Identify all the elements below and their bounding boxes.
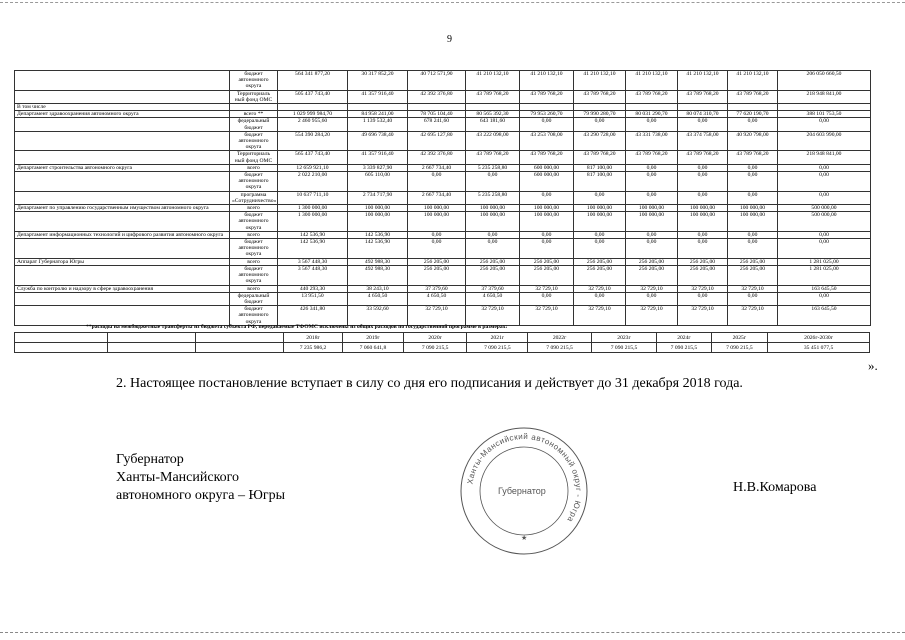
row-value: 32 729,10 <box>626 306 678 326</box>
row-value: 79 990 280,70 <box>574 111 626 118</box>
stamp-star-icon: ★ <box>521 535 528 542</box>
row-value: 41 210 132,10 <box>466 71 520 91</box>
row-source: Территориаль ный фонд ОМС <box>230 151 278 164</box>
row-value: 1 029 999 984,70 <box>278 111 348 118</box>
row-name: В том числе <box>15 104 230 111</box>
table-row <box>15 258 871 265</box>
tfoms-value: 7 235 986,2 <box>284 343 343 353</box>
table-row <box>15 71 871 91</box>
row-value: 0,00 <box>728 191 778 204</box>
row-name <box>15 265 230 285</box>
row-value: 1 300 000,00 <box>278 205 348 212</box>
row-value: 0,00 <box>728 172 778 192</box>
row-value: 256 205,00 <box>574 258 626 265</box>
budget-table <box>14 70 871 326</box>
row-value: 43 374 758,00 <box>678 131 728 151</box>
row-value: 13 951,50 <box>278 292 348 305</box>
row-value: 43 290 728,00 <box>574 131 626 151</box>
table-row <box>15 131 871 151</box>
row-name <box>15 90 230 103</box>
row-value: 0,00 <box>678 231 728 238</box>
tfoms-year: 2018г <box>284 333 343 343</box>
row-source: всего <box>230 285 278 292</box>
row-value: 1 281 025,00 <box>778 265 871 285</box>
bottom-scan-line <box>0 632 905 633</box>
row-value: 4 650,50 <box>408 292 466 305</box>
row-name <box>15 151 230 164</box>
tfoms-value: 7 090 215,5 <box>467 343 528 353</box>
row-name: Аппарат Губернатора Югры <box>15 258 230 265</box>
row-value: 43 789 768,20 <box>678 151 728 164</box>
row-value: 163 645,50 <box>778 285 871 292</box>
row-name <box>15 118 230 131</box>
row-name <box>15 172 230 192</box>
row-value: 0,00 <box>678 292 728 305</box>
row-value: 0,00 <box>678 239 728 259</box>
row-value: 43 789 768,20 <box>466 90 520 103</box>
row-value: 37 379,60 <box>408 285 466 292</box>
row-value: 0,00 <box>466 231 520 238</box>
row-value: 100 000,00 <box>728 212 778 232</box>
row-value: 0,00 <box>520 118 574 131</box>
closing-quote: ». <box>868 358 878 373</box>
row-value: 0,00 <box>626 164 678 171</box>
row-value: 43 789 768,20 <box>678 90 728 103</box>
row-value: 0,00 <box>728 164 778 171</box>
row-name <box>15 71 230 91</box>
row-source: бюджет автономного округа <box>230 71 278 91</box>
row-value <box>278 104 348 111</box>
row-value: 3 339 827,90 <box>348 164 408 171</box>
row-value: 0,00 <box>778 231 871 238</box>
footnote-text: **расходы на межбюджетные трансферты из бюджета субъекта РФ, передаваемые ТФОМС исключены из общих расходов по государственной программе в размерах: <box>86 324 508 330</box>
row-value: 2 022 210,00 <box>278 172 348 192</box>
table-row <box>15 111 871 118</box>
row-value: 100 000,00 <box>348 205 408 212</box>
row-value: 600 000,00 <box>520 164 574 171</box>
row-value: 0,00 <box>778 191 871 204</box>
row-value: 43 789 768,20 <box>520 151 574 164</box>
table-row <box>15 118 871 131</box>
row-name: Департамент строительства автономного округа <box>15 164 230 171</box>
tfoms-value: 7 090 215,5 <box>591 343 657 353</box>
row-value: 37 379,60 <box>466 285 520 292</box>
row-value: 0,00 <box>408 231 466 238</box>
row-value: 256 205,00 <box>466 258 520 265</box>
row-value: 256 205,00 <box>408 265 466 285</box>
row-value: 32 729,10 <box>626 285 678 292</box>
row-value: 43 789 768,20 <box>626 151 678 164</box>
row-value <box>520 104 574 111</box>
signatory-title <box>116 451 285 505</box>
tfoms-value: 7 090 215,5 <box>528 343 591 353</box>
page-number: 9 <box>447 34 452 45</box>
row-value: 817 100,00 <box>574 172 626 192</box>
row-value: 32 729,10 <box>678 306 728 326</box>
row-value: 100 000,00 <box>520 205 574 212</box>
stamp-center-text: Губернатор <box>498 486 546 496</box>
row-value <box>728 104 778 111</box>
row-value: 77 620 190,70 <box>728 111 778 118</box>
row-value <box>348 104 408 111</box>
table-row <box>15 164 871 171</box>
row-value: 100 000,00 <box>574 212 626 232</box>
row-value: 564 341 877,20 <box>278 71 348 91</box>
table-row <box>15 151 871 164</box>
row-value: 0,00 <box>520 231 574 238</box>
table-row <box>15 285 871 292</box>
row-value <box>574 104 626 111</box>
row-value: 0,00 <box>520 191 574 204</box>
row-value: 256 205,00 <box>728 258 778 265</box>
row-source: федеральный бюджет <box>230 118 278 131</box>
tfoms-year: 2022г <box>528 333 591 343</box>
row-value: 0,00 <box>778 164 871 171</box>
row-value: 142 536,90 <box>278 239 348 259</box>
row-value: 643 181,60 <box>466 118 520 131</box>
row-source: бюджет автономного округа <box>230 239 278 259</box>
row-value: 40 712 571,90 <box>408 71 466 91</box>
row-value: 32 729,10 <box>728 306 778 326</box>
row-value: 100 000,00 <box>678 212 728 232</box>
row-value: 43 789 768,20 <box>626 90 678 103</box>
row-name <box>15 212 230 232</box>
row-value: 100 000,00 <box>520 212 574 232</box>
row-value: 256 205,00 <box>574 265 626 285</box>
row-value: 43 789 768,20 <box>574 151 626 164</box>
row-value: 142 536,90 <box>348 239 408 259</box>
tfoms-year: 2023г <box>591 333 657 343</box>
row-value: 0,00 <box>678 164 728 171</box>
tfoms-year: 2020г <box>404 333 467 343</box>
row-value: 12 659 921,10 <box>278 164 348 171</box>
row-value: 0,00 <box>574 292 626 305</box>
row-value: 0,00 <box>574 231 626 238</box>
row-value: 42 392 376,80 <box>408 90 466 103</box>
row-name <box>15 191 230 204</box>
row-value: 817 100,00 <box>574 164 626 171</box>
row-value: 32 729,10 <box>520 285 574 292</box>
row-value: 678 241,60 <box>408 118 466 131</box>
tfoms-year: 2021г <box>467 333 528 343</box>
signatory-line-2: Ханты-Мансийского <box>116 470 240 485</box>
row-value: 80 031 290,70 <box>626 111 678 118</box>
row-source: всего <box>230 231 278 238</box>
row-value: 206 050 660,50 <box>778 71 871 91</box>
tfoms-value: 7 090 215,5 <box>404 343 467 353</box>
row-value: 0,00 <box>520 292 574 305</box>
row-name: Служба по контролю и надзору в сфере здравоохранения <box>15 285 230 292</box>
row-value: 600 000,00 <box>520 172 574 192</box>
row-value: 0,00 <box>728 239 778 259</box>
row-name <box>15 306 230 326</box>
row-value: 256 205,00 <box>728 265 778 285</box>
row-value: 10 637 711,10 <box>278 191 348 204</box>
row-value: 565 437 743,40 <box>278 151 348 164</box>
row-name: Департамент здравоохранения автономного округа <box>15 111 230 118</box>
row-value: 0,00 <box>678 191 728 204</box>
row-value: 0,00 <box>728 292 778 305</box>
table-row <box>15 104 871 111</box>
row-source: всего <box>230 205 278 212</box>
row-source: программа «Сотрудничество» <box>230 191 278 204</box>
row-value: 79 953 260,70 <box>520 111 574 118</box>
row-value: 42 392 376,80 <box>408 151 466 164</box>
table-row <box>15 90 871 103</box>
row-source: бюджет автономного округа <box>230 306 278 326</box>
row-value: 163 645,50 <box>778 306 871 326</box>
tfoms-value: 35 451 077,5 <box>768 343 870 353</box>
row-value <box>408 104 466 111</box>
row-value: 100 000,00 <box>574 205 626 212</box>
row-value: 41 357 916,40 <box>348 151 408 164</box>
row-value: 43 789 768,20 <box>728 90 778 103</box>
row-value: 0,00 <box>408 239 466 259</box>
tfoms-year: 2025г <box>711 333 768 343</box>
table-row <box>15 239 871 259</box>
row-value: 41 210 132,10 <box>574 71 626 91</box>
table-row <box>15 172 871 192</box>
row-value: 43 331 738,00 <box>626 131 678 151</box>
row-value: 80 565 392,30 <box>466 111 520 118</box>
row-value: 256 205,00 <box>408 258 466 265</box>
row-value: 49 696 738,40 <box>348 131 408 151</box>
row-value: 41 210 132,10 <box>678 71 728 91</box>
row-value <box>626 104 678 111</box>
row-value: 32 729,10 <box>678 285 728 292</box>
row-value: 43 789 768,20 <box>520 90 574 103</box>
row-value: 100 000,00 <box>626 212 678 232</box>
row-value: 5 235 258,80 <box>466 191 520 204</box>
row-value: 218 948 841,00 <box>778 151 871 164</box>
row-value: 204 603 990,00 <box>778 131 871 151</box>
row-value: 440 293,30 <box>278 285 348 292</box>
row-value: 2 460 955,60 <box>278 118 348 131</box>
tfoms-value: 7 060 641,8 <box>342 343 403 353</box>
row-value: 0,00 <box>626 239 678 259</box>
row-value: 100 000,00 <box>678 205 728 212</box>
row-source: бюджет автономного округа <box>230 131 278 151</box>
tfoms-year: 2026г-2030г <box>768 333 870 343</box>
row-value: 0,00 <box>778 292 871 305</box>
tfoms-year: 2024г <box>657 333 711 343</box>
row-source: всего ** <box>230 111 278 118</box>
row-name: Департамент по управлению государственным имуществом автономного округа <box>15 205 230 212</box>
row-value: 256 205,00 <box>520 258 574 265</box>
row-value: 43 789 768,20 <box>728 151 778 164</box>
row-value: 100 000,00 <box>466 212 520 232</box>
row-value: 100 000,00 <box>348 212 408 232</box>
row-value: 0,00 <box>728 118 778 131</box>
row-value: 0,00 <box>678 118 728 131</box>
row-value: 30 317 852,20 <box>348 71 408 91</box>
row-value: 0,00 <box>466 239 520 259</box>
row-value: 505 437 743,40 <box>278 90 348 103</box>
row-source <box>230 104 278 111</box>
row-value: 0,00 <box>778 239 871 259</box>
row-value: 0,00 <box>778 118 871 131</box>
table-row <box>15 205 871 212</box>
row-value: 43 789 768,20 <box>466 151 520 164</box>
top-scan-line <box>0 2 905 3</box>
row-value: 256 205,00 <box>626 265 678 285</box>
row-value: 32 729,10 <box>520 306 574 326</box>
row-value: 0,00 <box>626 118 678 131</box>
row-value <box>678 104 728 111</box>
row-source: бюджет автономного округа <box>230 265 278 285</box>
row-value: 41 210 132,10 <box>626 71 678 91</box>
row-value: 500 000,00 <box>778 212 871 232</box>
row-value: 3 567 448,30 <box>278 258 348 265</box>
row-value: 100 000,00 <box>408 205 466 212</box>
row-value: 388 101 753,50 <box>778 111 871 118</box>
row-value: 100 000,00 <box>466 205 520 212</box>
row-value: 1 139 532,40 <box>348 118 408 131</box>
row-value: 218 948 841,00 <box>778 90 871 103</box>
row-value: 2 667 734,40 <box>408 191 466 204</box>
row-value: 43 789 768,20 <box>574 90 626 103</box>
row-value: 1 281 025,00 <box>778 258 871 265</box>
table-row <box>15 292 871 305</box>
row-value: 2 667 734,40 <box>408 164 466 171</box>
table-row <box>15 306 871 326</box>
row-value: 605 110,00 <box>348 172 408 192</box>
tfoms-value-row <box>15 343 870 353</box>
row-value: 492 988,30 <box>348 258 408 265</box>
row-value: 256 205,00 <box>626 258 678 265</box>
signatory-name: Н.В.Комарова <box>733 480 817 495</box>
row-value: 33 592,60 <box>348 306 408 326</box>
row-value: 0,00 <box>626 231 678 238</box>
table-row <box>15 265 871 285</box>
tfoms-value: 7 090 215,5 <box>711 343 768 353</box>
row-value: 256 205,00 <box>466 265 520 285</box>
row-value: 32 729,10 <box>408 306 466 326</box>
row-value: 41 210 132,10 <box>520 71 574 91</box>
row-value: 0,00 <box>626 172 678 192</box>
row-source: бюджет автономного округа <box>230 172 278 192</box>
row-value: 32 729,10 <box>466 306 520 326</box>
row-value: 0,00 <box>520 239 574 259</box>
row-value: 3 567 448,30 <box>278 265 348 285</box>
row-value: 84 958 241,00 <box>348 111 408 118</box>
row-value: 500 000,00 <box>778 205 871 212</box>
row-value: 0,00 <box>408 172 466 192</box>
row-name: Департамент информационных технологий и цифрового развития автономного округа <box>15 231 230 238</box>
row-value: 78 705 104,40 <box>408 111 466 118</box>
row-source: всего <box>230 258 278 265</box>
row-value: 426 341,80 <box>278 306 348 326</box>
row-value: 4 650,50 <box>348 292 408 305</box>
row-source: всего <box>230 164 278 171</box>
row-value: 0,00 <box>678 172 728 192</box>
row-value: 100 000,00 <box>408 212 466 232</box>
row-value: 0,00 <box>778 172 871 192</box>
table-row <box>15 231 871 238</box>
tfoms-year: 2019г <box>342 333 403 343</box>
tfoms-table <box>14 332 870 353</box>
table-row <box>15 212 871 232</box>
row-value: 256 205,00 <box>678 258 728 265</box>
table-row <box>15 191 871 204</box>
row-value: 554 390 284,20 <box>278 131 348 151</box>
row-value <box>466 104 520 111</box>
row-value: 4 650,50 <box>466 292 520 305</box>
row-value: 0,00 <box>574 118 626 131</box>
row-value: 0,00 <box>626 292 678 305</box>
clause-text: 2. Настоящее постановление вступает в силу со дня его подписания и действует до 31 декабря 2018 года. <box>116 376 743 391</box>
row-value: 492 988,30 <box>348 265 408 285</box>
row-value: 100 000,00 <box>626 205 678 212</box>
signatory-line-1: Губернатор <box>116 452 184 467</box>
row-source: бюджет автономного округа <box>230 212 278 232</box>
row-value: 38 243,10 <box>348 285 408 292</box>
row-value <box>778 104 871 111</box>
row-value: 2 734 717,90 <box>348 191 408 204</box>
row-value: 32 729,10 <box>574 306 626 326</box>
signatory-line-3: автономного округа – Югры <box>116 488 285 503</box>
row-value: 0,00 <box>466 172 520 192</box>
row-value: 41 210 132,10 <box>728 71 778 91</box>
row-value: 100 000,00 <box>728 205 778 212</box>
row-value: 256 205,00 <box>520 265 574 285</box>
row-source: Территориаль ный фонд ОМС <box>230 90 278 103</box>
row-value: 1 300 000,00 <box>278 212 348 232</box>
row-value: 142 536,90 <box>348 231 408 238</box>
row-value: 42 695 127,80 <box>408 131 466 151</box>
stamp-ring-text: Ханты-Мансийский автономный округ - Югра <box>465 431 584 524</box>
row-value: 5 235 258,80 <box>466 164 520 171</box>
row-value: 0,00 <box>574 239 626 259</box>
row-value: 32 729,10 <box>574 285 626 292</box>
row-value: 41 357 916,40 <box>348 90 408 103</box>
row-name <box>15 131 230 151</box>
row-value: 40 920 798,00 <box>728 131 778 151</box>
row-value: 80 074 310,70 <box>678 111 728 118</box>
row-value: 0,00 <box>574 191 626 204</box>
tfoms-year-row <box>15 333 870 343</box>
row-value: 43 222 098,00 <box>466 131 520 151</box>
row-name <box>15 292 230 305</box>
row-value: 0,00 <box>626 191 678 204</box>
row-value: 43 253 708,00 <box>520 131 574 151</box>
row-value: 256 205,00 <box>678 265 728 285</box>
row-name <box>15 239 230 259</box>
row-value: 142 536,90 <box>278 231 348 238</box>
row-value: 0,00 <box>728 231 778 238</box>
row-source: федеральный бюджет <box>230 292 278 305</box>
official-stamp <box>454 426 594 556</box>
tfoms-value: 7 090 215,5 <box>657 343 711 353</box>
row-value: 32 729,10 <box>728 285 778 292</box>
